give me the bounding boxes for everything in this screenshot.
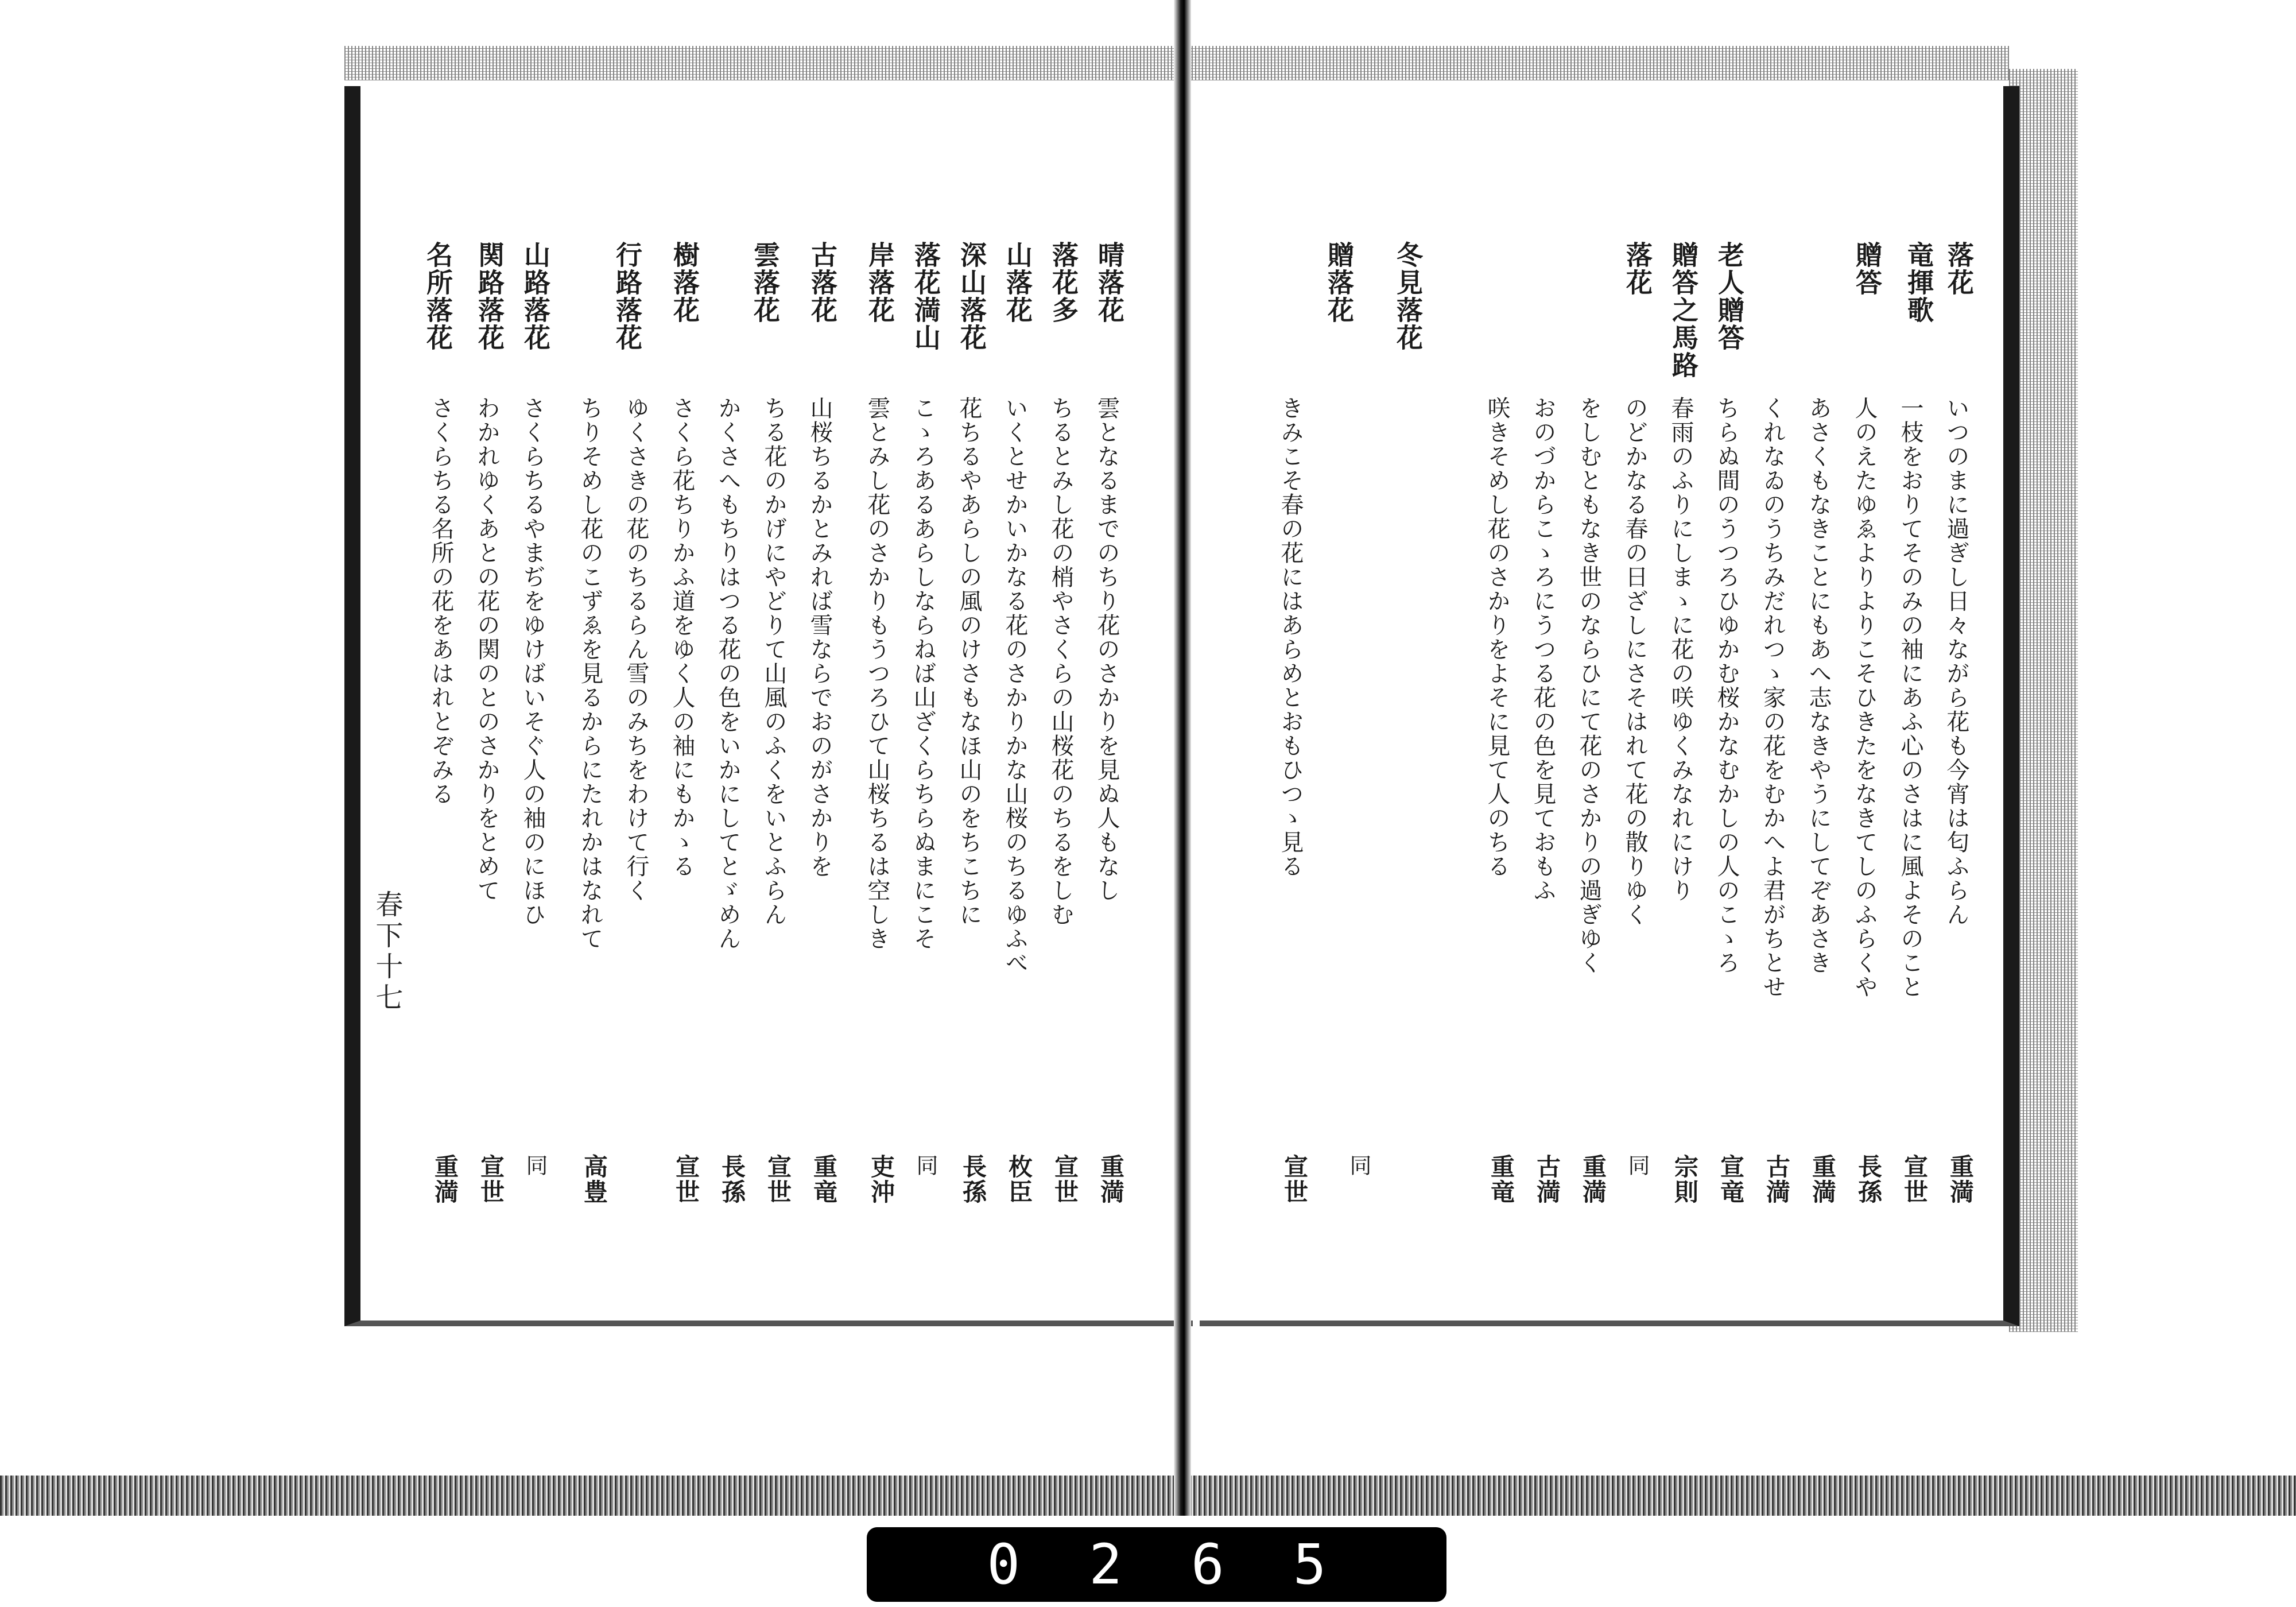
folio-number: 0265 (987, 1532, 1395, 1597)
poet-name: 宣世 (1901, 1154, 1929, 1205)
poet-name: 宣竜 (1717, 1154, 1745, 1205)
poem-text: こゝろあるあらしならねば山ざくらちらぬまにこそ (910, 396, 936, 951)
poem-text: さくらちるやまぢをゆけばいそぐ人の袖のにほひ (519, 396, 546, 927)
poet-name: 重満 (1579, 1154, 1607, 1205)
poem-title: 贈落花 (1324, 241, 1355, 324)
poem-title: 山路落花 (520, 241, 551, 351)
poet-name: 重満 (1809, 1154, 1837, 1205)
poem-title: 落花多 (1048, 241, 1079, 324)
poet-name: 宣世 (672, 1154, 700, 1205)
poem-title: 落花満山 (910, 241, 941, 351)
poet-name: 重満 (431, 1154, 459, 1205)
poem-title: 岸落花 (864, 241, 895, 324)
poet-name: 古満 (1763, 1154, 1791, 1205)
poem-title: 関路落花 (474, 241, 505, 351)
poem-text: 雲とみし花のさかりもうつろひて山桜ちるは空しき (864, 396, 890, 951)
same-author-mark: 同 (522, 1154, 548, 1177)
poet-name: 重竜 (810, 1154, 838, 1205)
poem-text: 人のえたゆゑよりよりこそひきたをなきてしのふらくや (1851, 396, 1878, 999)
same-author-mark: 同 (1624, 1154, 1650, 1177)
poem-title: 落花 (1622, 241, 1653, 296)
poem-text: さくらちる名所の花をあはれとぞみる (428, 396, 454, 806)
poem-text: かくさへもちりはつる花の色をいかにしてとゞめん (715, 396, 741, 951)
same-author-mark: 同 (1346, 1154, 1371, 1177)
poem-text: くれなゐのうちみだれつゝ家の花をむかへよ君がちとせ (1759, 396, 1786, 999)
poet-name: 長孫 (1855, 1154, 1883, 1205)
poem-title: 贈答之馬路 (1668, 241, 1699, 379)
poem-text: ちるとみし花の梢やさくらの山桜花のちるをしむ (1048, 396, 1074, 927)
poem-title: 深山落花 (956, 241, 987, 351)
poem-text: ちらぬ間のうつろひゆかむ桜かなむかしの人のこゝろ (1713, 396, 1740, 975)
poem-text: 花ちるやあらしの風のけさもなほ山のをちこちに (956, 396, 982, 927)
page-label: 春下十七 (371, 890, 403, 1014)
poem-text: ゆくさきの花のちるらん雪のみちをわけて行く (623, 396, 649, 903)
poem-title: 竜揮歌 (1903, 241, 1934, 324)
poet-name: 吏沖 (867, 1154, 895, 1205)
poem-text: 一枝をおりてそのみの袖にあふ心のさはに風よそのこと (1897, 396, 1923, 999)
poet-name: 宣世 (477, 1154, 505, 1205)
poet-name: 重満 (1097, 1154, 1125, 1205)
poem-title: 晴落花 (1094, 241, 1125, 324)
poem-title: 雲落花 (750, 241, 781, 324)
folio-number-plate (867, 1527, 1446, 1602)
poem-text: 咲きそめし花のさかりをよそに見て人のちる (1484, 396, 1510, 878)
poet-name: 宗則 (1671, 1154, 1699, 1205)
poem-text: のどかなる春の日ざしにさそはれて花の散りゆく (1622, 396, 1648, 927)
poem-text: わかれゆくあとの花の関のとのさかりをとめて (474, 396, 500, 903)
poet-name: 長孫 (959, 1154, 987, 1205)
same-author-mark: 同 (913, 1154, 938, 1177)
poem-text: きみこそ春の花にはあらめとおもひつゝ見る (1277, 396, 1304, 878)
right-edge-shadow (2009, 69, 2078, 1332)
poem-text: をしむともなき世のならひにて花のさかりの過ぎゆく (1576, 396, 1602, 975)
poem-text: ちりそめし花のこずゑを見るからにたれかはなれて (577, 396, 603, 951)
poem-title: 名所落花 (422, 241, 453, 351)
poem-title: 樹落花 (669, 241, 700, 324)
poem-text: 山桜ちるかとみれば雪ならでおのがさかりを (806, 396, 833, 878)
poet-name: 重満 (1946, 1154, 1975, 1205)
poet-name: 枚臣 (1005, 1154, 1033, 1205)
poem-text: 春雨のふりにしまゝに花の咲ゆくみなれにけり (1667, 396, 1694, 903)
book-bottom-edge (0, 1476, 2296, 1516)
poet-name: 長孫 (718, 1154, 746, 1205)
poem-text: おのづからこゝろにうつる花の色を見ておもふ (1530, 396, 1556, 903)
poem-text: さくら花ちりかふ道をゆく人の袖にもかゝる (669, 396, 695, 878)
poem-title: 山落花 (1002, 241, 1033, 324)
poem-text: いくとせかいかなる花のさかりかな山桜のちるゆふべ (1002, 396, 1028, 975)
poet-name: 宣世 (1281, 1154, 1309, 1205)
poem-text: 雲となるまでのちり花のさかりを見ぬ人もなし (1093, 396, 1120, 903)
poem-title: 落花 (1944, 241, 1975, 296)
poet-name: 重竜 (1487, 1154, 1515, 1205)
poem-title: 贈答 (1852, 241, 1883, 296)
poem-title: 古落花 (807, 241, 838, 324)
poem-text: あさくもなきことにもあへ志なきやうにしてぞあさき (1805, 396, 1832, 975)
poet-name: 古満 (1533, 1154, 1561, 1205)
poem-text: いつのまに過ぎし日々ながら花も今宵は匂ふらん (1943, 396, 1969, 927)
poem-title: 老人贈答 (1714, 241, 1745, 351)
poem-title: 行路落花 (612, 241, 643, 351)
poem-text: ちる花のかげにやどりて山風のふくをいとふらん (761, 396, 787, 927)
poet-name: 宣世 (1051, 1154, 1079, 1205)
poem-title: 冬見落花 (1393, 241, 1424, 351)
book-gutter (1174, 0, 1191, 1516)
poet-name: 高豊 (580, 1154, 608, 1205)
poet-name: 宣世 (764, 1154, 792, 1205)
